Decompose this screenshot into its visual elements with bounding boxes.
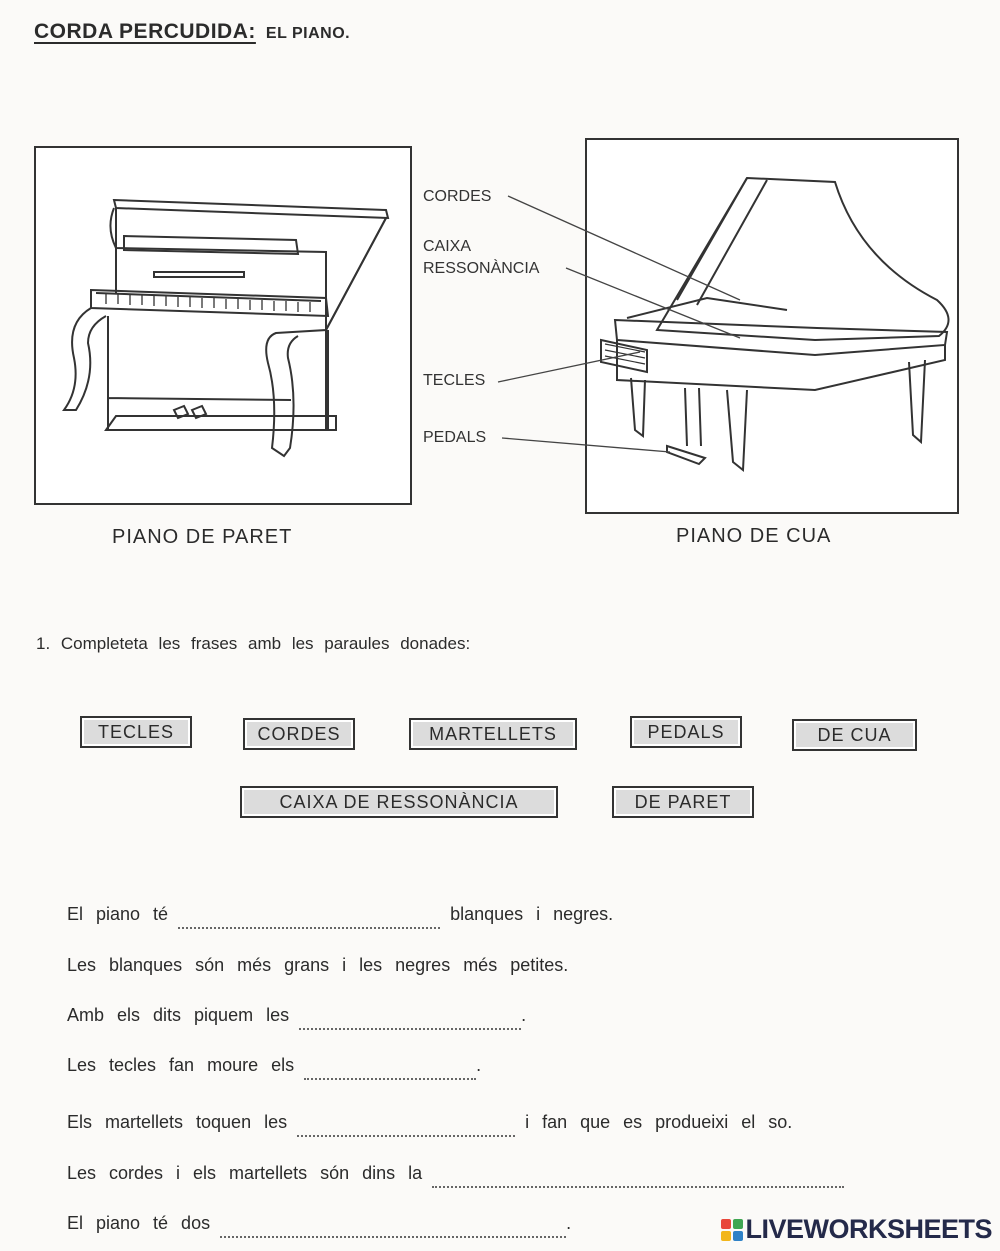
blank-4-input[interactable]: [304, 1056, 476, 1080]
sentence-5-start: Els martellets toquen les: [67, 1112, 288, 1132]
sentence-1-start: El piano té: [67, 904, 169, 924]
logo-square-yellow: [721, 1231, 731, 1241]
word-caixa-de-ressonancia[interactable]: CAIXA DE RESSONÀNCIA: [240, 786, 558, 818]
sentence-6-start: Les cordes i els martellets són dins la: [67, 1163, 423, 1183]
sentence-3-start: Amb els dits piquem les: [67, 1005, 290, 1025]
sentence-5: [67, 1112, 792, 1137]
title-sub: EL PIANO.: [265, 25, 351, 42]
blank-7-input[interactable]: [220, 1214, 566, 1238]
word-cordes[interactable]: CORDES: [243, 718, 355, 750]
word-pedals[interactable]: PEDALS: [630, 716, 742, 748]
upright-piano-frame: [34, 146, 412, 505]
sentence-7: [67, 1213, 571, 1238]
label-caixa: CAIXA: [423, 238, 472, 255]
logo-square-blue: [733, 1231, 743, 1241]
blank-5-input[interactable]: [297, 1113, 515, 1137]
logo-square-red: [721, 1219, 731, 1229]
label-pedals: PEDALS: [423, 429, 487, 446]
grand-caption: PIANO DE CUA: [676, 525, 832, 547]
title-main: CORDA PERCUDIDA:: [34, 20, 256, 43]
sentence-4: [67, 1055, 481, 1080]
page-title: [34, 20, 350, 44]
label-cordes: CORDES: [423, 188, 492, 205]
word-tecles[interactable]: TECLES: [80, 716, 192, 748]
sentence-1-end: blanques i negres.: [450, 904, 614, 924]
blank-6-input[interactable]: [432, 1164, 844, 1188]
upright-piano-illustration: [36, 148, 410, 503]
sentence-1: [67, 904, 613, 929]
sentence-5-end: i fan que es produeixi el so.: [525, 1112, 793, 1132]
liveworksheets-brand: [721, 1214, 992, 1245]
sentence-2: [67, 955, 568, 976]
word-de-paret[interactable]: DE PARET: [612, 786, 754, 818]
brand-name: LIVEWORKSHEETS: [745, 1214, 992, 1244]
sentence-3: [67, 1005, 526, 1030]
word-de-cua[interactable]: DE CUA: [792, 719, 917, 751]
label-tecles: TECLES: [423, 372, 486, 389]
exercise-instruction: 1. Completeta les frases amb les paraules donades:: [36, 634, 471, 653]
sentence-7-end: .: [566, 1213, 572, 1233]
liveworksheets-logo-icon: [721, 1219, 743, 1241]
sentence-7-start: El piano té dos: [67, 1213, 211, 1233]
blank-3-input[interactable]: [299, 1006, 521, 1030]
word-martellets[interactable]: MARTELLETS: [409, 718, 577, 750]
sentence-3-end: .: [521, 1005, 527, 1025]
logo-square-green: [733, 1219, 743, 1229]
sentence-4-start: Les tecles fan moure els: [67, 1055, 295, 1075]
grand-piano-illustration: [587, 140, 957, 512]
blank-1-input[interactable]: [178, 905, 440, 929]
upright-caption: PIANO DE PARET: [112, 526, 293, 548]
label-ressonancia: RESSONÀNCIA: [423, 260, 540, 277]
sentence-4-end: .: [476, 1055, 482, 1075]
sentence-6: [67, 1163, 854, 1188]
sentence-2-text: Les blanques són més grans i les negres més petites.: [67, 955, 569, 975]
grand-piano-frame: [585, 138, 959, 514]
